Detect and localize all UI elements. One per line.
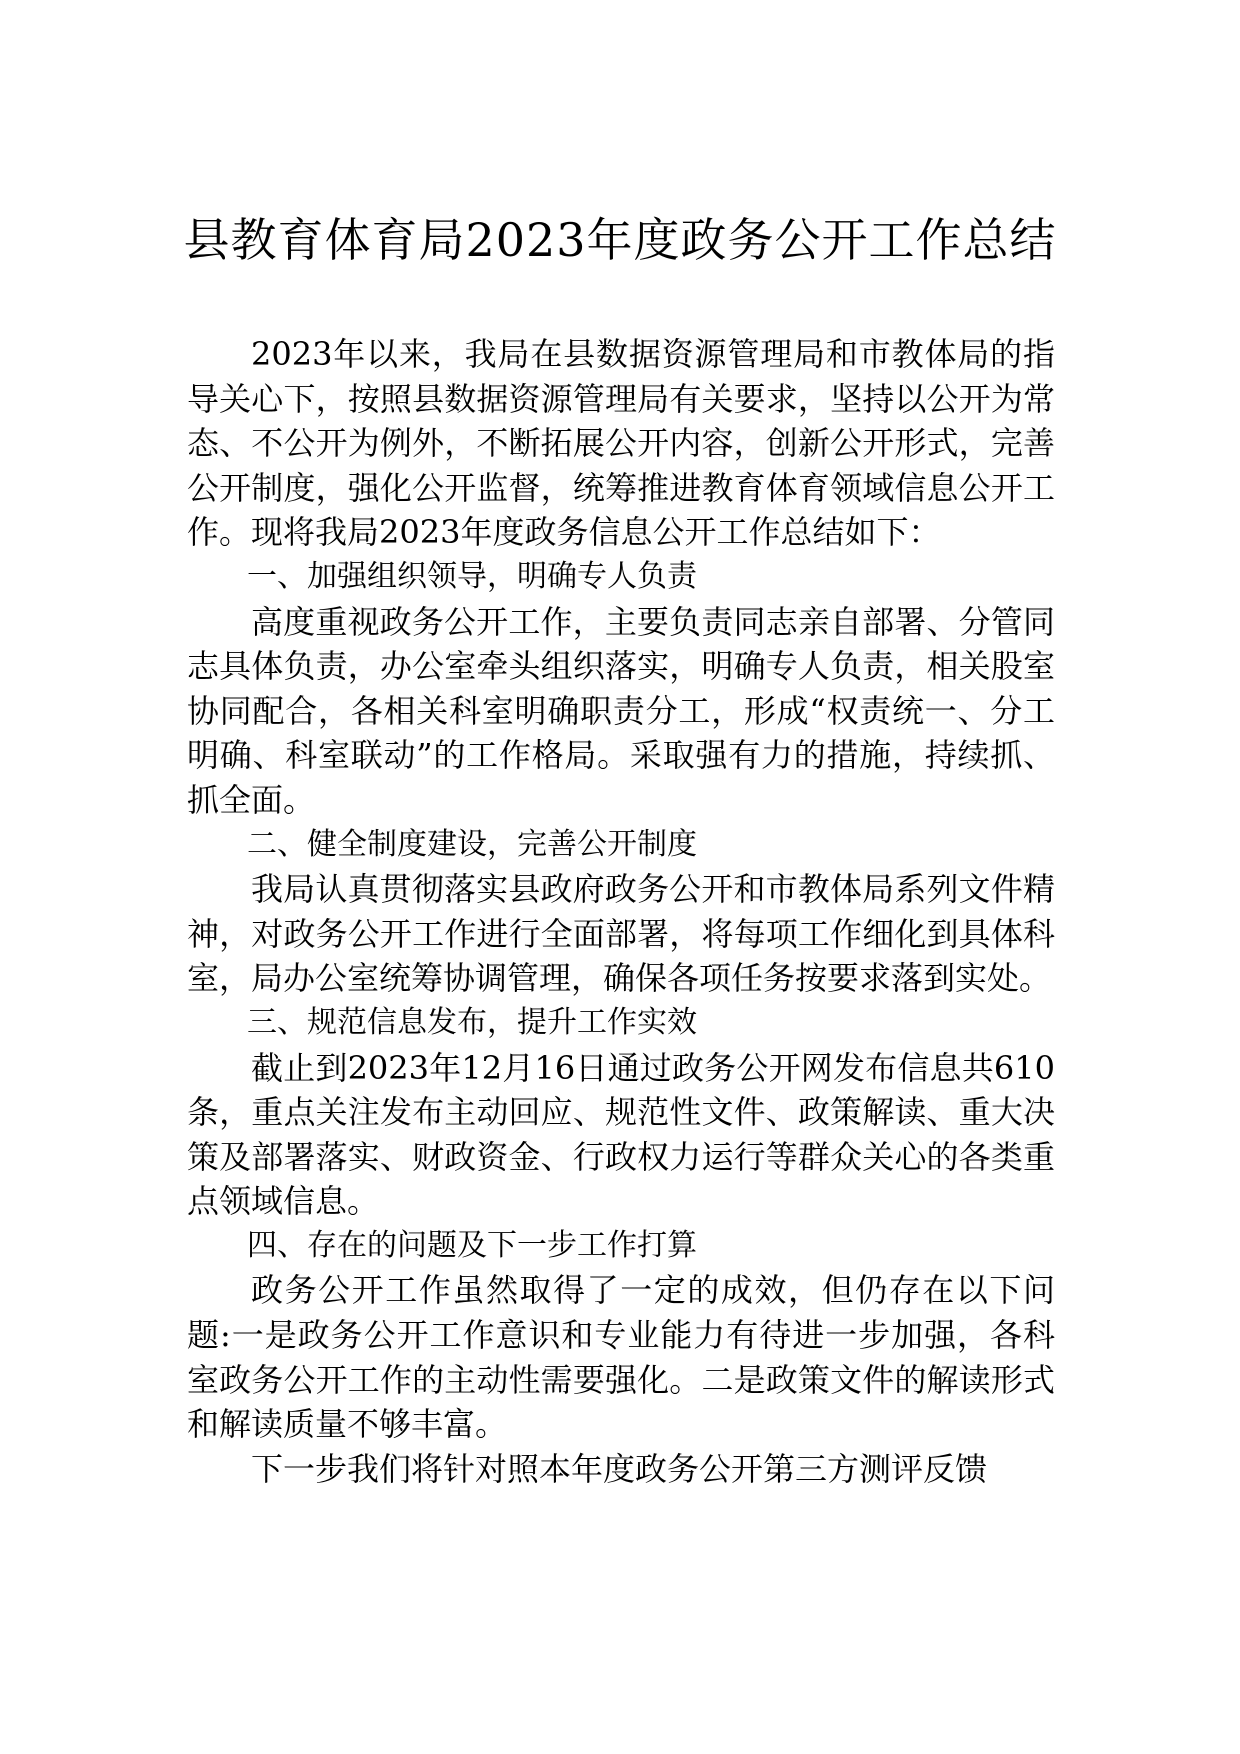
section-4-paragraph: 政务公开工作虽然取得了一定的成效，但仍存在以下问题:一是政务公开工作意识和专业能力有待进一步加强，各科室政务公开工作的主动性需要强化。二是政策文件的解读形式和解读质量不够丰富。 [187,1271,1055,1444]
next-steps-paragraph: 下一步我们将针对照本年度政务公开第三方测评反馈 [251,1449,988,1488]
intro-paragraph: 2023年以来，我局在县数据资源管理局和市教体局的指导关心下，按照县数据资源管理局有关要求，坚持以公开为常态、不公开为例外，不断拓展公开内容，创新公开形式，完善公开制度，强化公开监督，统筹推进教育体育领域信息公开工作。现将我局2023年度政务信息公开工作总结如下： [187,335,1055,552]
section-heading-3: 三、规范信息发布，提升工作实效 [247,1004,697,1040]
section-heading-1: 一、加强组织领导，明确专人负责 [247,558,697,594]
section-heading-2: 二、健全制度建设，完善公开制度 [247,826,697,862]
document-title: 县教育体育局2023年度政务公开工作总结 [183,213,1057,267]
document-body [187,332,1055,1491]
section-3-paragraph: 截止到2023年12月16日通过政务公开网发布信息共610条，重点关注发布主动回应、规范性文件、政策解读、重大决策及部署落实、财政资金、行政权力运行等群众关心的各类重点领域信息。 [187,1048,1055,1221]
section-heading-4: 四、存在的问题及下一步工作打算 [247,1227,697,1263]
section-1-paragraph: 高度重视政务公开工作，主要负责同志亲自部署、分管同志具体负责，办公室牵头组织落实，明确专人负责，相关股室协同配合，各相关科室明确职责分工，形成“权责统一、分工明确、科室联动”的工作格局。采取强有力的措施，持续抓、抓全面。 [187,602,1055,819]
section-2-paragraph: 我局认真贯彻落实县政府政务公开和市教体局系列文件精神，对政务公开工作进行全面部署，将每项工作细化到具体科室，局办公室统筹协调管理，确保各项任务按要求落到实处。 [187,870,1055,998]
